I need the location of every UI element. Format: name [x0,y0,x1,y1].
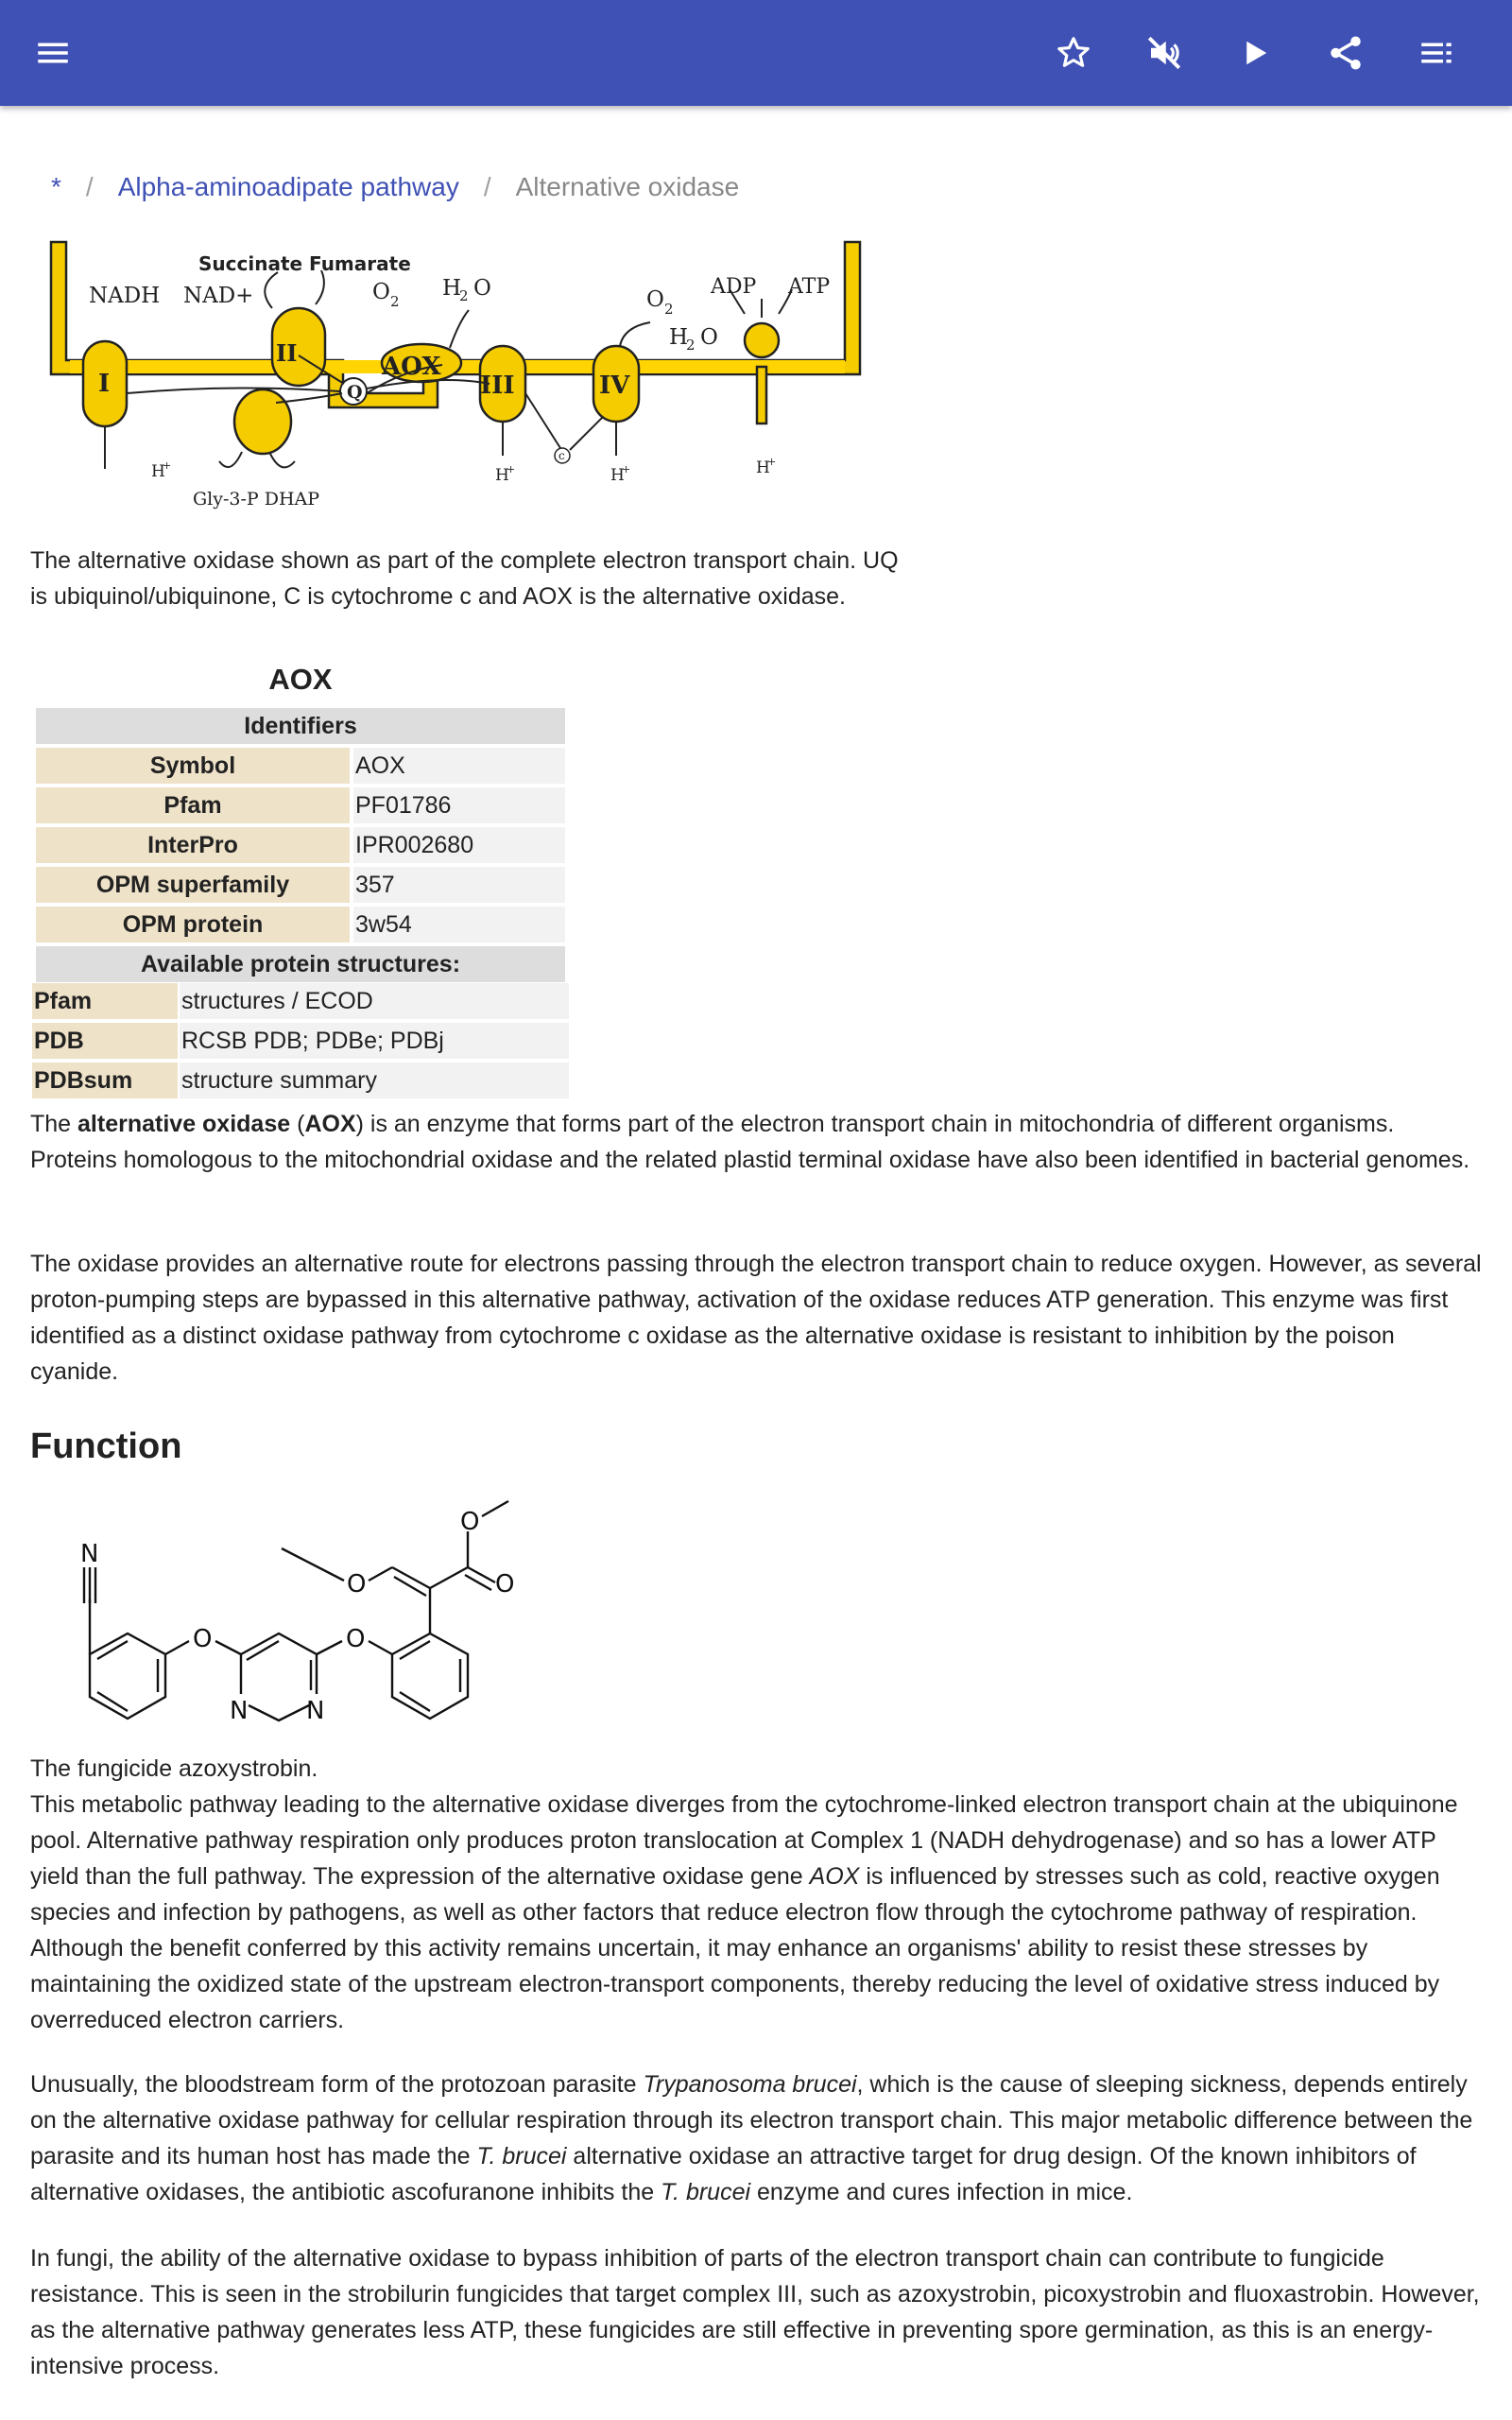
infobox-value[interactable]: IPR002680 [353,827,565,863]
label-adp: ADP [711,275,757,299]
breadcrumb-separator: / [483,172,491,201]
svg-text:2: 2 [664,301,674,318]
structure-label[interactable]: Pfam [32,983,178,1019]
favorite-button[interactable] [1045,25,1102,81]
identifiers-header: Identifiers [36,708,565,744]
infobox-label[interactable]: InterPro [36,827,350,863]
app-bar [0,0,1512,106]
menu-button[interactable] [25,25,81,81]
svg-text:+: + [163,459,172,472]
infobox-row [36,867,565,903]
infobox-label[interactable]: Pfam [36,787,350,823]
svg-text:2: 2 [459,287,469,304]
infobox-row [36,907,565,942]
breadcrumb [51,170,739,204]
section-heading-function: Function [30,1426,182,1466]
contents-button[interactable] [1408,25,1465,81]
star-icon [1054,33,1093,73]
infobox-row [36,748,565,784]
infobox-label[interactable]: Symbol [36,748,350,784]
label-succinate-fumarate: Succinate Fumarate [198,252,411,275]
label-o2-complex4: O [646,287,664,312]
breadcrumb-separator: / [85,172,94,201]
infobox-value: AOX [353,748,565,784]
label-nadh: NADH [89,284,161,308]
breadcrumb-parent-link[interactable]: Alpha-aminoadipate pathway [117,172,459,201]
atom-n-nitrile: N [80,1540,99,1568]
label-aox: AOX [382,353,441,381]
label-nad: NAD+ [183,284,254,308]
structure-row [32,1063,569,1098]
share-button[interactable] [1317,25,1374,81]
svg-text:2: 2 [686,337,696,354]
structure-links[interactable]: structure summary [180,1063,569,1098]
label-q: Q [347,382,363,403]
label-h-plus-4: H [610,466,625,485]
svg-text:+: + [507,463,516,475]
structure-label[interactable]: PDB [32,1023,178,1059]
atom-o-carbonyl: O [495,1570,515,1599]
label-complex-4: IV [599,372,630,400]
atp-synthase-head [745,323,779,357]
infobox-row [36,827,565,863]
label-h-plus-atp: H [756,458,770,477]
svg-text:+: + [767,456,777,468]
label-o2-aox: O [372,280,390,304]
infobox-label[interactable]: OPM superfamily [36,867,350,903]
play-icon [1235,33,1275,73]
label-cytochrome-c: c [558,449,565,462]
mute-button[interactable] [1136,25,1193,81]
azoxystrobin-structure[interactable] [38,1484,515,1730]
atom-o-methoxy: O [347,1570,367,1599]
gly3p-dehydrogenase [234,389,291,454]
atom-o-ester: O [460,1508,480,1536]
function-paragraph-1: This metabolic pathway leading to the alternative oxidase diverges from the cytochrome-linked electron transport chain at the ubiquinone pool. Alternative pathway respiration only produces proton translocation at Complex 1 (NADH dehydrogenase) and so has a lower ATP yield than the full pathway. The expression of the alternative oxidase gene AOX is influenced by stresses such as cold, reactive oxygen species and infection by pathogens, as well as other factors that reduce electron flow through the cytochrome pathway of respiration. Although the benefit conferred by this activity remains uncertain, it may enhance an organisms' ability to resist these stresses by maintaining the oxidized state of the upstream electron-transport components, thereby reducing the level of oxidative stress induced by overreduced electron carriers. [30,1791,1458,2033]
intro-paragraph-2: The oxidase provides an alternative route for electrons passing through the electron transport chain to reduce oxygen. However, as several proton-pumping steps are bypassed in this alternative pathway, activation of the oxidase reduces ATP generation. This enzyme was first identified as a distinct oxidase pathway from cytochrome c oxidase as the alternative oxidase is resistant to inhibition by the poison cyanide. [30,1251,1482,1385]
label-h-plus-3: H [495,466,509,485]
intro-paragraph-1: The alternative oxidase (AOX) is an enzyme that forms part of the electron transport chain in mitochondria of different organisms. Proteins homologous to the mitochondrial oxidase and the related plastid terminal oxidase have also been identified in bacterial genomes. [30,1111,1470,1173]
infobox-table [32,704,569,986]
playlist-icon [1417,33,1456,73]
atom-n-pyrimidine-1: N [230,1697,249,1725]
svg-text:O: O [473,276,491,301]
label-h2o-aox: H [442,276,462,301]
label-h-plus-1: H [151,462,165,481]
atom-o-ether-2: O [346,1625,366,1653]
structure-row [32,1023,569,1059]
label-atp: ATP [788,275,831,299]
play-button[interactable] [1227,25,1283,81]
infobox-row [36,787,565,823]
protein-structures-table [30,979,571,1102]
breadcrumb-current: Alternative oxidase [515,172,740,201]
structure-row [32,983,569,1019]
infobox-label[interactable]: OPM protein [36,907,350,942]
volume-off-icon [1144,33,1184,73]
atom-o-ether-1: O [193,1625,213,1653]
svg-text:2: 2 [390,293,400,310]
figure-caption-etc: The alternative oxidase shown as part of the complete electron transport chain. UQ is ubiquinol/ubiquinone, C is cytochrome c and AOX is the alternative oxidase. [30,547,899,610]
infobox-value[interactable]: 3w54 [353,907,565,942]
figure-caption-azoxystrobin: The fungicide azoxystrobin. [30,1755,318,1782]
structure-label[interactable]: PDBsum [32,1063,178,1098]
infobox-value[interactable]: 357 [353,867,565,903]
label-h2o-complex4: H [669,325,689,350]
infobox-title: AOX [268,663,333,696]
structure-links[interactable]: RCSB PDB; PDBe; PDBj [180,1023,569,1059]
infobox-value[interactable]: PF01786 [353,787,565,823]
label-complex-2: II [276,339,298,367]
breadcrumb-home-link[interactable]: * [51,172,61,201]
electron-transport-chain-figure[interactable] [45,242,877,514]
atom-n-pyrimidine-2: N [306,1697,325,1725]
label-complex-1: I [98,370,111,398]
svg-text:+: + [622,463,631,475]
svg-text:O: O [700,325,718,350]
share-icon [1326,33,1366,73]
label-complex-3: III [480,372,515,400]
atp-synthase [757,367,766,424]
function-paragraph-2: Unusually, the bloodstream form of the protozoan parasite Trypanosoma brucei, which is the cause of sleeping sickness, depends entirely on the alternative oxidase pathway for cellular respiration through its electron transport chain. This major metabolic difference between the parasite and its human host has made the T. brucei alternative oxidase an attractive target for drug design. Of the known inhibitors of alternative oxidases, the antibiotic ascofuranone inhibits the T. brucei enzyme and cures infection in mice. [30,2071,1473,2205]
structures-header: Available protein structures: [36,946,565,982]
function-paragraph-3: In fungi, the ability of the alternative oxidase to bypass inhibition of parts of the electron transport chain can contribute to fungicide resistance. This is seen in the strobilurin fungicides that target complex III, such as azoxystrobin, picoxystrobin and fluoxastrobin. However, as the alternative pathway generates less ATP, these fungicides are still effective in preventing spore germination, as this is an energy-intensive process. [30,2245,1480,2379]
menu-icon [33,33,73,73]
structure-links[interactable]: structures / ECOD [180,983,569,1019]
label-gly3p-dhap: Gly-3-P DHAP [193,489,320,510]
